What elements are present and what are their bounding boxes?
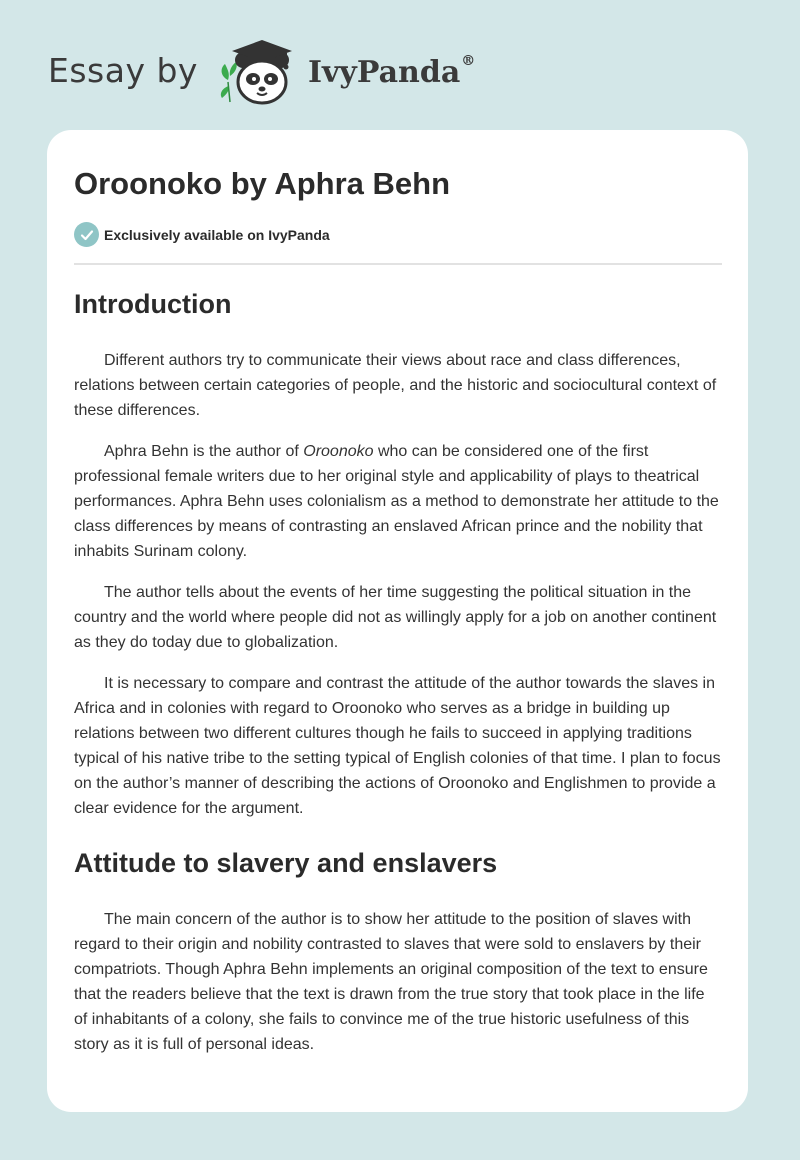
paragraph: The author tells about the events of her time suggesting the political situation in the country and the world where people did not as willingly apply for a job on another continent as they do today due to globalization. (74, 584, 717, 651)
title-divider (74, 263, 722, 265)
exclusive-badge-label: Exclusively available on IvyPanda (104, 226, 330, 243)
section-heading-attitude: Attitude to slavery and enslavers (74, 848, 498, 878)
registered-mark: ® (461, 52, 476, 69)
check-circle-icon (74, 222, 99, 247)
book-title-italic: Oroonoko (303, 443, 374, 460)
paragraph (74, 439, 722, 564)
essay-title: Oroonoko by Aphra Behn (74, 166, 451, 201)
panda-logo-icon (216, 36, 302, 108)
essay-by-label: Essay by (48, 50, 198, 90)
section-heading-introduction: Introduction (74, 289, 232, 319)
brand-header (48, 36, 475, 108)
paragraph: It is necessary to compare and contrast the attitude of the author towards the slaves in Africa and in colonies with regard to Oroonoko who serves as a bridge in building up relations between two different cultures though he fails to succeed in applying traditions typical of his native tribe to the setting typical of English colonies of that time. I plan to focus on the author’s manner of describing the actions of Oroonoko and Englishmen to provide a clear evidence for the argument. (74, 675, 721, 817)
paragraph: The main concern of the author is to show her attitude to the position of slaves with regard to their origin and nobility contrasted to slaves that were sold to enslavers by their compatriots. Though Aphra Behn implements an original composition of the text to ensure that the readers believe that the text is drawn from the true story that took place in the life of inhabitants of a colony, she fails to convince me of the true historic usefulness of this story as it is full of personal ideas. (74, 911, 708, 1053)
brand-text: IvyPanda (307, 54, 461, 90)
exclusive-badge (74, 222, 722, 247)
paragraph: Different authors try to communicate their views about race and class differences, relations between certain categories of people, and the historic and sociocultural context of these differences. (74, 352, 717, 419)
ivypanda-brand-name (307, 52, 476, 90)
essay-card (47, 130, 748, 1112)
paragraph-text: who can be considered one of the first professional female writers due to her original style and applicability of plays to theatrical performances. Aphra Behn uses colonialism as a method to demonstrate her attitude to the class differences by means of contrasting an enslaved African prince and the nobility that inhabits Surinam colony. (74, 443, 719, 560)
paragraph-text: Aphra Behn is the author of (104, 443, 304, 460)
